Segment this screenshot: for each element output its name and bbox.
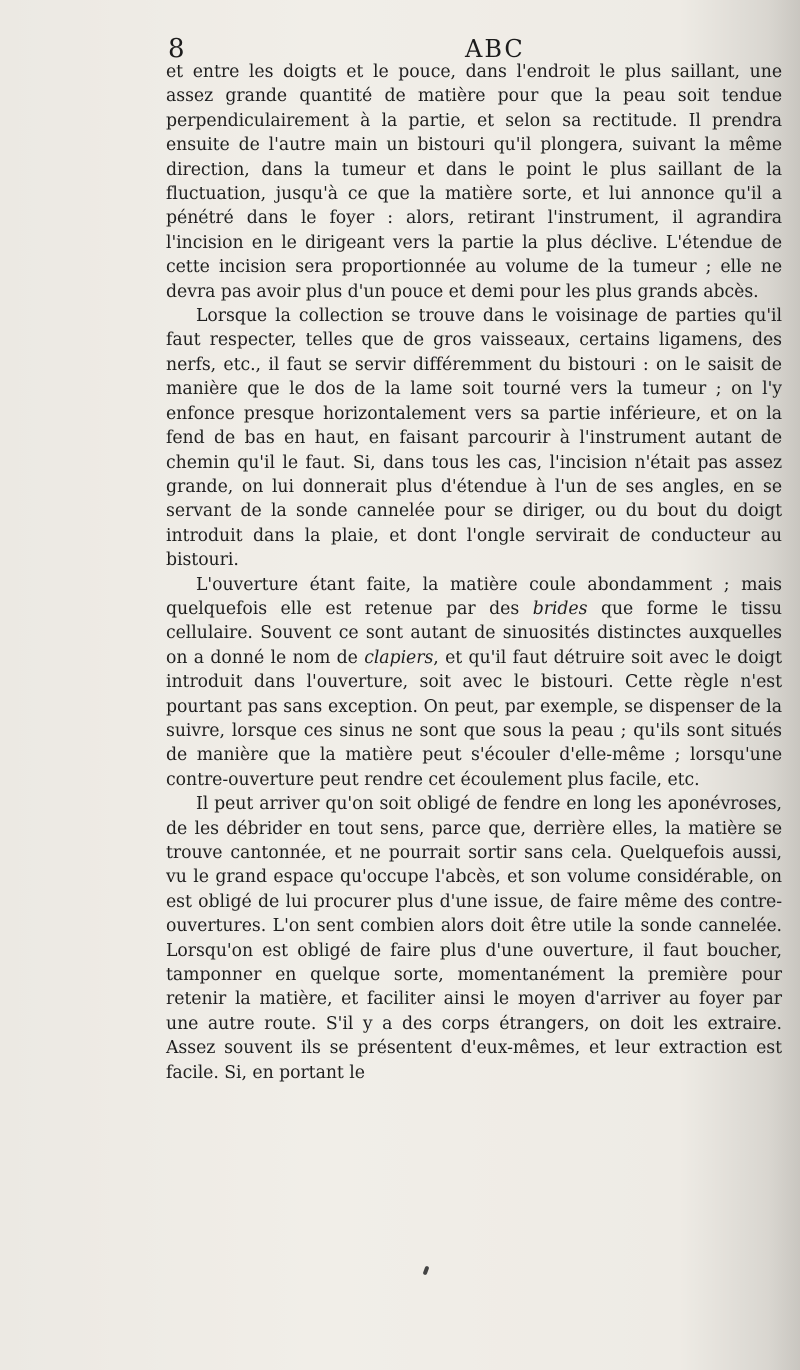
page-number: 8: [168, 34, 185, 64]
text-run: L'ouverture étant faite, la matière coule abondamment ; mais quelquefois elle est retenue par des: [166, 574, 782, 619]
paragraph-3: [166, 573, 782, 793]
italic-term-clapiers: clapiers: [364, 647, 434, 668]
paragraph-1: et entre les doigts et le pouce, dans l'endroit le plus saillant, une assez grande quantité de matière pour que la peau soit tendue perpendiculairement à la partie, et selon sa rectitude. Il prendra ensuite de l'autre main un bistouri qu'il plongera, suivant la même direction, dans la tumeur et dans le point le plus saillant de la fluctuation, jusqu'à ce que la matière sorte, et lui annonce qu'il a pénétré dans le foyer : alors, retirant l'instrument, il agrandira l'incision en le dirigeant vers la partie la plus déclive. L'étendue de cette incision sera proportionnée au volume de la tumeur ; elle ne devra pas avoir plus d'un pouce et demi pour les plus grands abcès.: [166, 62, 782, 302]
body-text: [166, 60, 782, 1085]
paragraph-4: Il peut arriver qu'on soit obligé de fendre en long les aponévroses, de les débrider en tout sens, parce que, derrière elles, la matière se trouve cantonnée, et ne pourrait sortir sans cela. Quelquefois aussi, vu le grand espace qu'occupe l'abcès, et son volume considérable, on est obligé de lui procurer plus d'une issue, de faire même des contre-ouvertures. L'on sent combien alors doit être utile la sonde cannelée. Lorsqu'on est obligé de faire plus d'une ouverture, il faut boucher, tamponner en quelque sorte, momentanément la première pour retenir la matière, et faciliter ainsi le moyen d'arriver au foyer par une autre route. S'il y a des corps étrangers, on doit les extraire. Assez souvent ils se présentent d'eux-mêmes, et leur extraction est facile. Si, en portant le: [166, 794, 782, 1083]
text-run: que forme le tissu cellulaire. Souvent ce sont autant de sinuosités distinctes auxquelles on a donné le nom de: [166, 598, 782, 668]
running-head: ABC: [465, 35, 525, 63]
text-run: , et qu'il faut détruire soit avec le doigt introduit dans l'ouverture, soit avec le bistouri. Cette règle n'est pourtant pas sans exception. On peut, par exemple, se dispenser de la suivre, lorsque ces sinus ne sont que sous la peau ; qu'ils sont situés de manière que la matière peut s'écouler d'elle-même ; lorsqu'une contre-ouverture peut rendre cet écoulement plus facile, etc.: [166, 647, 782, 790]
paragraph-2: Lorsque la collection se trouve dans le voisinage de parties qu'il faut respecter, telles que de gros vaisseaux, certains ligamens, des nerfs, etc., il faut se servir différemment du bistouri : on le saisit de manière que le dos de la lame soit tourné vers la tumeur ; on l'y enfonce presque horizontalement vers sa partie inférieure, et on la fend de bas en haut, en faisant parcourir à l'instrument autant de chemin qu'il le faut. Si, dans tous les cas, l'incision n'était pas assez grande, on lui donnerait plus d'étendue à l'un de ses angles, en se servant de la sonde cannelée pour se diriger, ou du bout du doigt introduit dans la plaie, et dont l'ongle servirait de conducteur au bistouri.: [166, 306, 782, 571]
italic-term-brides: brides: [532, 598, 588, 619]
ink-speck: [423, 1266, 430, 1276]
